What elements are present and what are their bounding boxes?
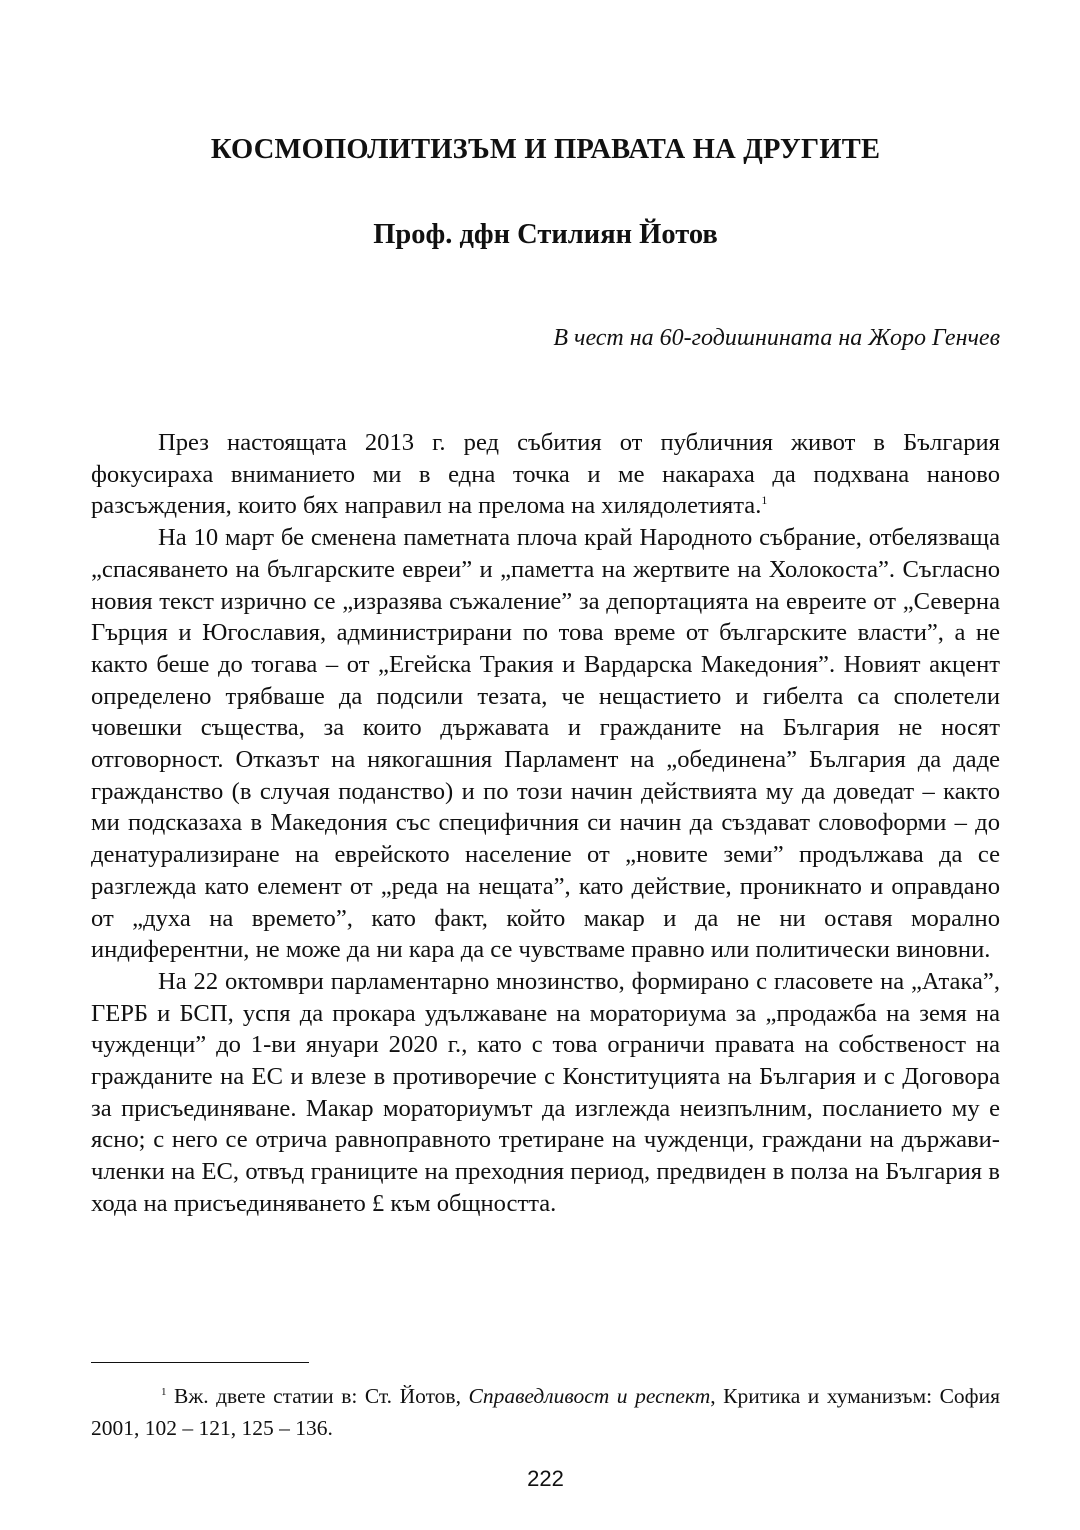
document-page: [91, 0, 1000, 1530]
paragraph-1-text: През настоящата 2013 г. ред събития от публичния живот в България фокусираха вниманието ми в една точка и ме накараха да подхвана наново разсъждения, които бях направил на прелома на хилядолетията.: [91, 429, 1000, 520]
article-body: [91, 427, 1000, 1220]
footnote-number: 1: [161, 1385, 167, 1398]
body-paragraph-1: [91, 427, 1000, 522]
footnote-suffix: , Критика и хуманизъм: София 2001, 102 – 121, 125 – 136.: [91, 1384, 1000, 1440]
article-title: КОСМОПОЛИТИЗЪМ И ПРАВАТА НА ДРУГИТЕ: [210, 134, 881, 165]
footnote-prefix: Вж. двете статии в: Ст. Йотов,: [174, 1384, 469, 1408]
footnote-cited-title: Справедливост и респект: [468, 1384, 711, 1408]
footnote-reference: 1: [761, 493, 768, 508]
page-number: 222: [527, 1466, 564, 1491]
footnote-1: [91, 1380, 1000, 1444]
article-author: Проф. дфн Стилиян Йотов: [373, 219, 718, 250]
footnote-separator: [91, 1362, 309, 1363]
body-paragraph-3: На 22 октомври парламентарно мнозинство, формирано с гласовете на „Атака”, ГЕРБ и БСП, успя да прокара удължаване на мораториума за „продажба на земя на чужденци” до 1-ви януари 2020 г., като с това ограничи правата на собственост на гражданите на ЕС и влезе в противоречие с Конституцията на България и с Договора за присъединяване. Макар мораториумът да изглежда неизпълним, посланието му е ясно; с него се отрича равноправното третиране на чужденци, граждани на държави-членки на ЕС, отвъд границите на преходния период, предвиден в полза на България в хода на присъединяването £ към общността.: [91, 967, 1000, 1217]
body-paragraph-2: На 10 март бе сменена паметната плоча край Народното събрание, отбелязваща „спасяването на българските евреи” и „паметта на жертвите на Холокоста”. Съгласно новия текст изрично се „изразява съжаление” за депортацията на евреите от „Северна Гърция и Югославия, администрирани по това време от българските власти”, а не както беше до тогава – от „Егейска Тракия и Вардарска Македония”. Новият акцент определено трябваше да подсили тезата, че нещастието и гибелта са сполетели човешки същества, за които държавата и гражданите на България не носят отговорност. Отказът на някогашния Парламент на „обединена” България да даде гражданство (в случая поданство) и по този начин действията му да доведат – както ми подсказаха в Македония със специфичния си начин да създават словоформи – до денатурализиране на еврейското население от „новите земи” продължава да се разглежда като елемент от „реда на нещата”, като действие, проникнато и оправдано от „духа на времето”, като факт, който макар и да не ни оставя морално индиферентни, не може да ни кара да се чувстваме правно или политически виновни.: [91, 524, 1000, 964]
dedication: В чест на 60-годишнината на Жоро Генчев: [553, 325, 1000, 351]
